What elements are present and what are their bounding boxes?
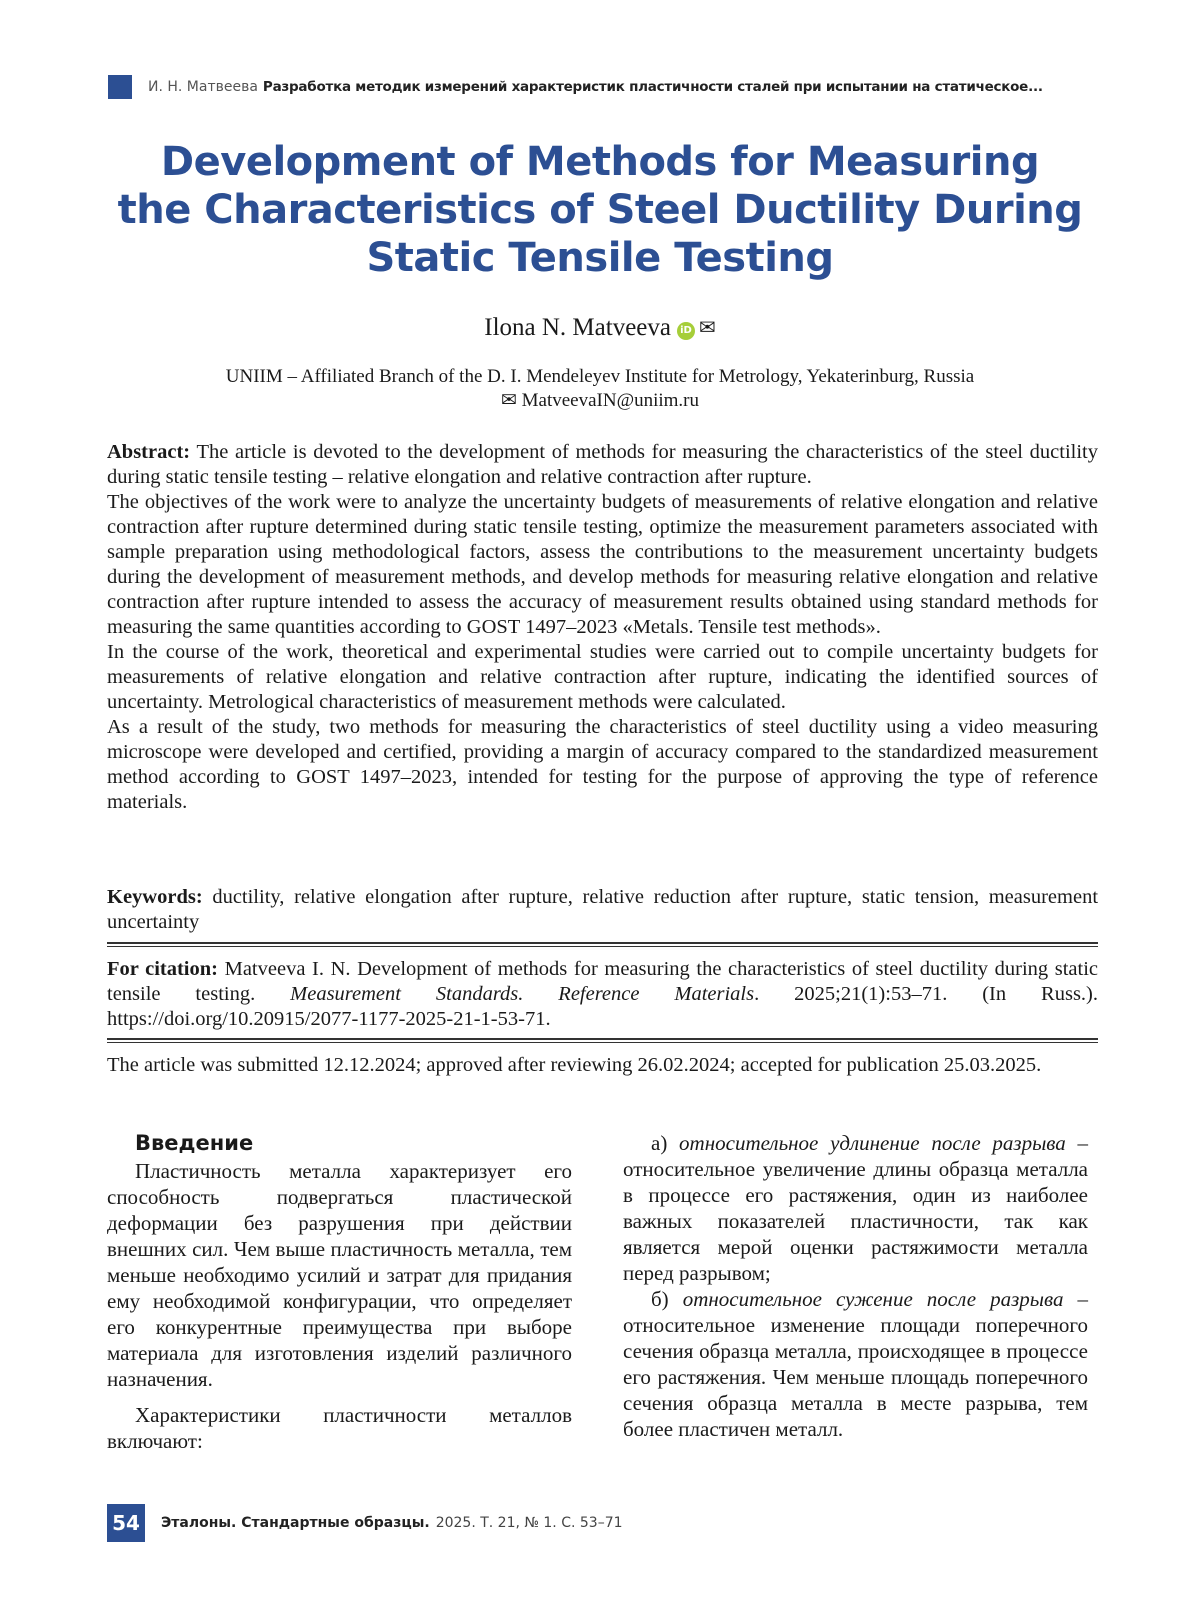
section-heading-introduction: Введение xyxy=(135,1131,254,1155)
list-item-a-term: относительное удлинение после разрыва xyxy=(679,1131,1066,1155)
citation-before: Matveeva I. N. Development of methods for measuring the characteristics of steel ductility during static tensile testing. xyxy=(107,958,1099,1005)
orcid-icon[interactable]: iD xyxy=(677,322,695,340)
abstract-paragraph-2: The objectives of the work were to analyze the uncertainty budgets of measurements of relative elongation and relative contraction after rupture determined during static tensile testing, optimize the measurement parameters associated with sample preparation using methodological factors, assess the contributions to the measurement uncertainty budgets during the development of measurement methods, and develop methods for measuring relative elongation and relative contraction after rupture intended to assess the accuracy of measurement results obtained using standard methods for measuring the same quantities according to GOST 1497–2023 «Metals. Tensile test methods». xyxy=(107,491,1098,638)
intro-paragraph-2: Характеристики пластичности металлов включают: xyxy=(107,1403,572,1453)
mail-icon[interactable]: ✉ xyxy=(698,317,716,339)
abstract-paragraph-4: As a result of the study, two methods for measuring the characteristics of steel ductility using a video measuring microscope were developed and certified, providing a margin of accuracy compared to the standardized measurement method according to GOST 1497–2023, intended for testing for the purpose of approving the type of reference materials. xyxy=(107,716,1098,813)
list-item-a xyxy=(623,1130,1088,1286)
left-column xyxy=(107,1130,572,1454)
running-header-title: Разработка методик измерений характеристик пластичности сталей при испытании на статическое... xyxy=(262,79,1043,95)
author-name: Ilona N. Matveeva xyxy=(484,314,671,341)
email-mail-icon: ✉ xyxy=(500,390,517,411)
title-line-1: Development of Methods for Measuring xyxy=(160,139,1040,185)
list-item-b-term: относительное сужение после разрыва xyxy=(682,1287,1064,1311)
keywords-text: ductility, relative elongation after rupture, relative reduction after rupture, static tension, measurement uncertainty xyxy=(107,886,1099,933)
citation xyxy=(107,957,1098,1032)
page-footer xyxy=(107,1504,623,1542)
keywords-label: Keywords: xyxy=(107,886,203,908)
author-line xyxy=(0,314,1200,342)
list-item-b-prefix: б) xyxy=(651,1287,683,1311)
divider-rule xyxy=(107,942,1098,944)
abstract-paragraph-1 xyxy=(107,440,1098,490)
citation-journal: Measurement Standards. Reference Materials xyxy=(290,983,755,1005)
running-header-author: И. Н. Матвеева xyxy=(148,79,258,95)
list-item-a-text: – относительное увеличение длины образца металла в процессе его растяжения, один из наиболее важных показателей пластичности, так как является мерой оценки растяжимости металла перед разрывом; xyxy=(623,1131,1089,1285)
affiliation-line: UNIIM – Affiliated Branch of the D. I. Mendeleyev Institute for Metrology, Yekaterinburg, Russia xyxy=(225,366,975,387)
affiliation-email-line xyxy=(0,389,1200,413)
submission-dates xyxy=(107,1053,1098,1078)
abstract-paragraph-3: In the course of the work, theoretical and experimental studies were carried out to compile uncertainty budgets for measurements of relative elongation and relative contraction after rupture, indicating the identified sources of uncertainty. Metrological characteristics of measurement methods were calculated. xyxy=(107,641,1098,713)
citation-after[interactable]: . 2025;21(1):53–71. (In Russ.). https://doi.org/10.20915/2077-1177-2025-21-1-53-71. xyxy=(107,983,1098,1030)
abstract-label: Abstract: xyxy=(107,441,191,463)
abstract-text-1: The article is devoted to the development of methods for measuring the characteristics of the steel ductility during static tensile testing – relative elongation and relative contraction after rupture. xyxy=(107,441,1098,488)
list-item-b xyxy=(623,1286,1088,1442)
divider-rule xyxy=(107,1038,1098,1040)
abstract xyxy=(107,440,1098,815)
footer-journal-info: 2025. Т. 21, № 1. С. 53–71 xyxy=(435,1515,623,1531)
author-email[interactable]: MatveevaIN@uniim.ru xyxy=(521,390,700,411)
title-line-2: the Characteristics of Steel Ductility During xyxy=(117,187,1083,233)
running-header xyxy=(108,74,1098,100)
page-number: 54 xyxy=(107,1504,145,1542)
citation-label: For citation: xyxy=(107,958,218,980)
article-title xyxy=(100,138,1100,282)
affiliation xyxy=(0,365,1200,413)
right-column xyxy=(623,1130,1088,1442)
intro-paragraph-1: Пластичность металла характеризует его способность подвергаться пластической деформации без разрушения при действии внешних сил. Чем выше пластичность металла, тем меньше необходимо усилий и затрат для придания ему необходимой конфигурации, что определяет его конкурентные преимущества при выборе материала для изготовления изделий различного назначения. xyxy=(107,1159,572,1391)
keywords xyxy=(107,885,1098,935)
title-line-3: Static Tensile Testing xyxy=(366,235,834,281)
submission-text: The article was submitted 12.12.2024; approved after reviewing 26.02.2024; accepted for publication 25.03.2025. xyxy=(107,1054,1042,1076)
footer-journal-name: Эталоны. Стандартные образцы. xyxy=(161,1515,430,1531)
header-square-mark xyxy=(108,75,132,99)
list-item-a-prefix: а) xyxy=(651,1131,680,1155)
list-item-b-text: – относительное изменение площади поперечного сечения образца металла, происходящее в процессе его растяжения. Чем меньше площадь поперечного сечения образца металла в месте разрыва, тем более пластичен металл. xyxy=(623,1287,1088,1441)
